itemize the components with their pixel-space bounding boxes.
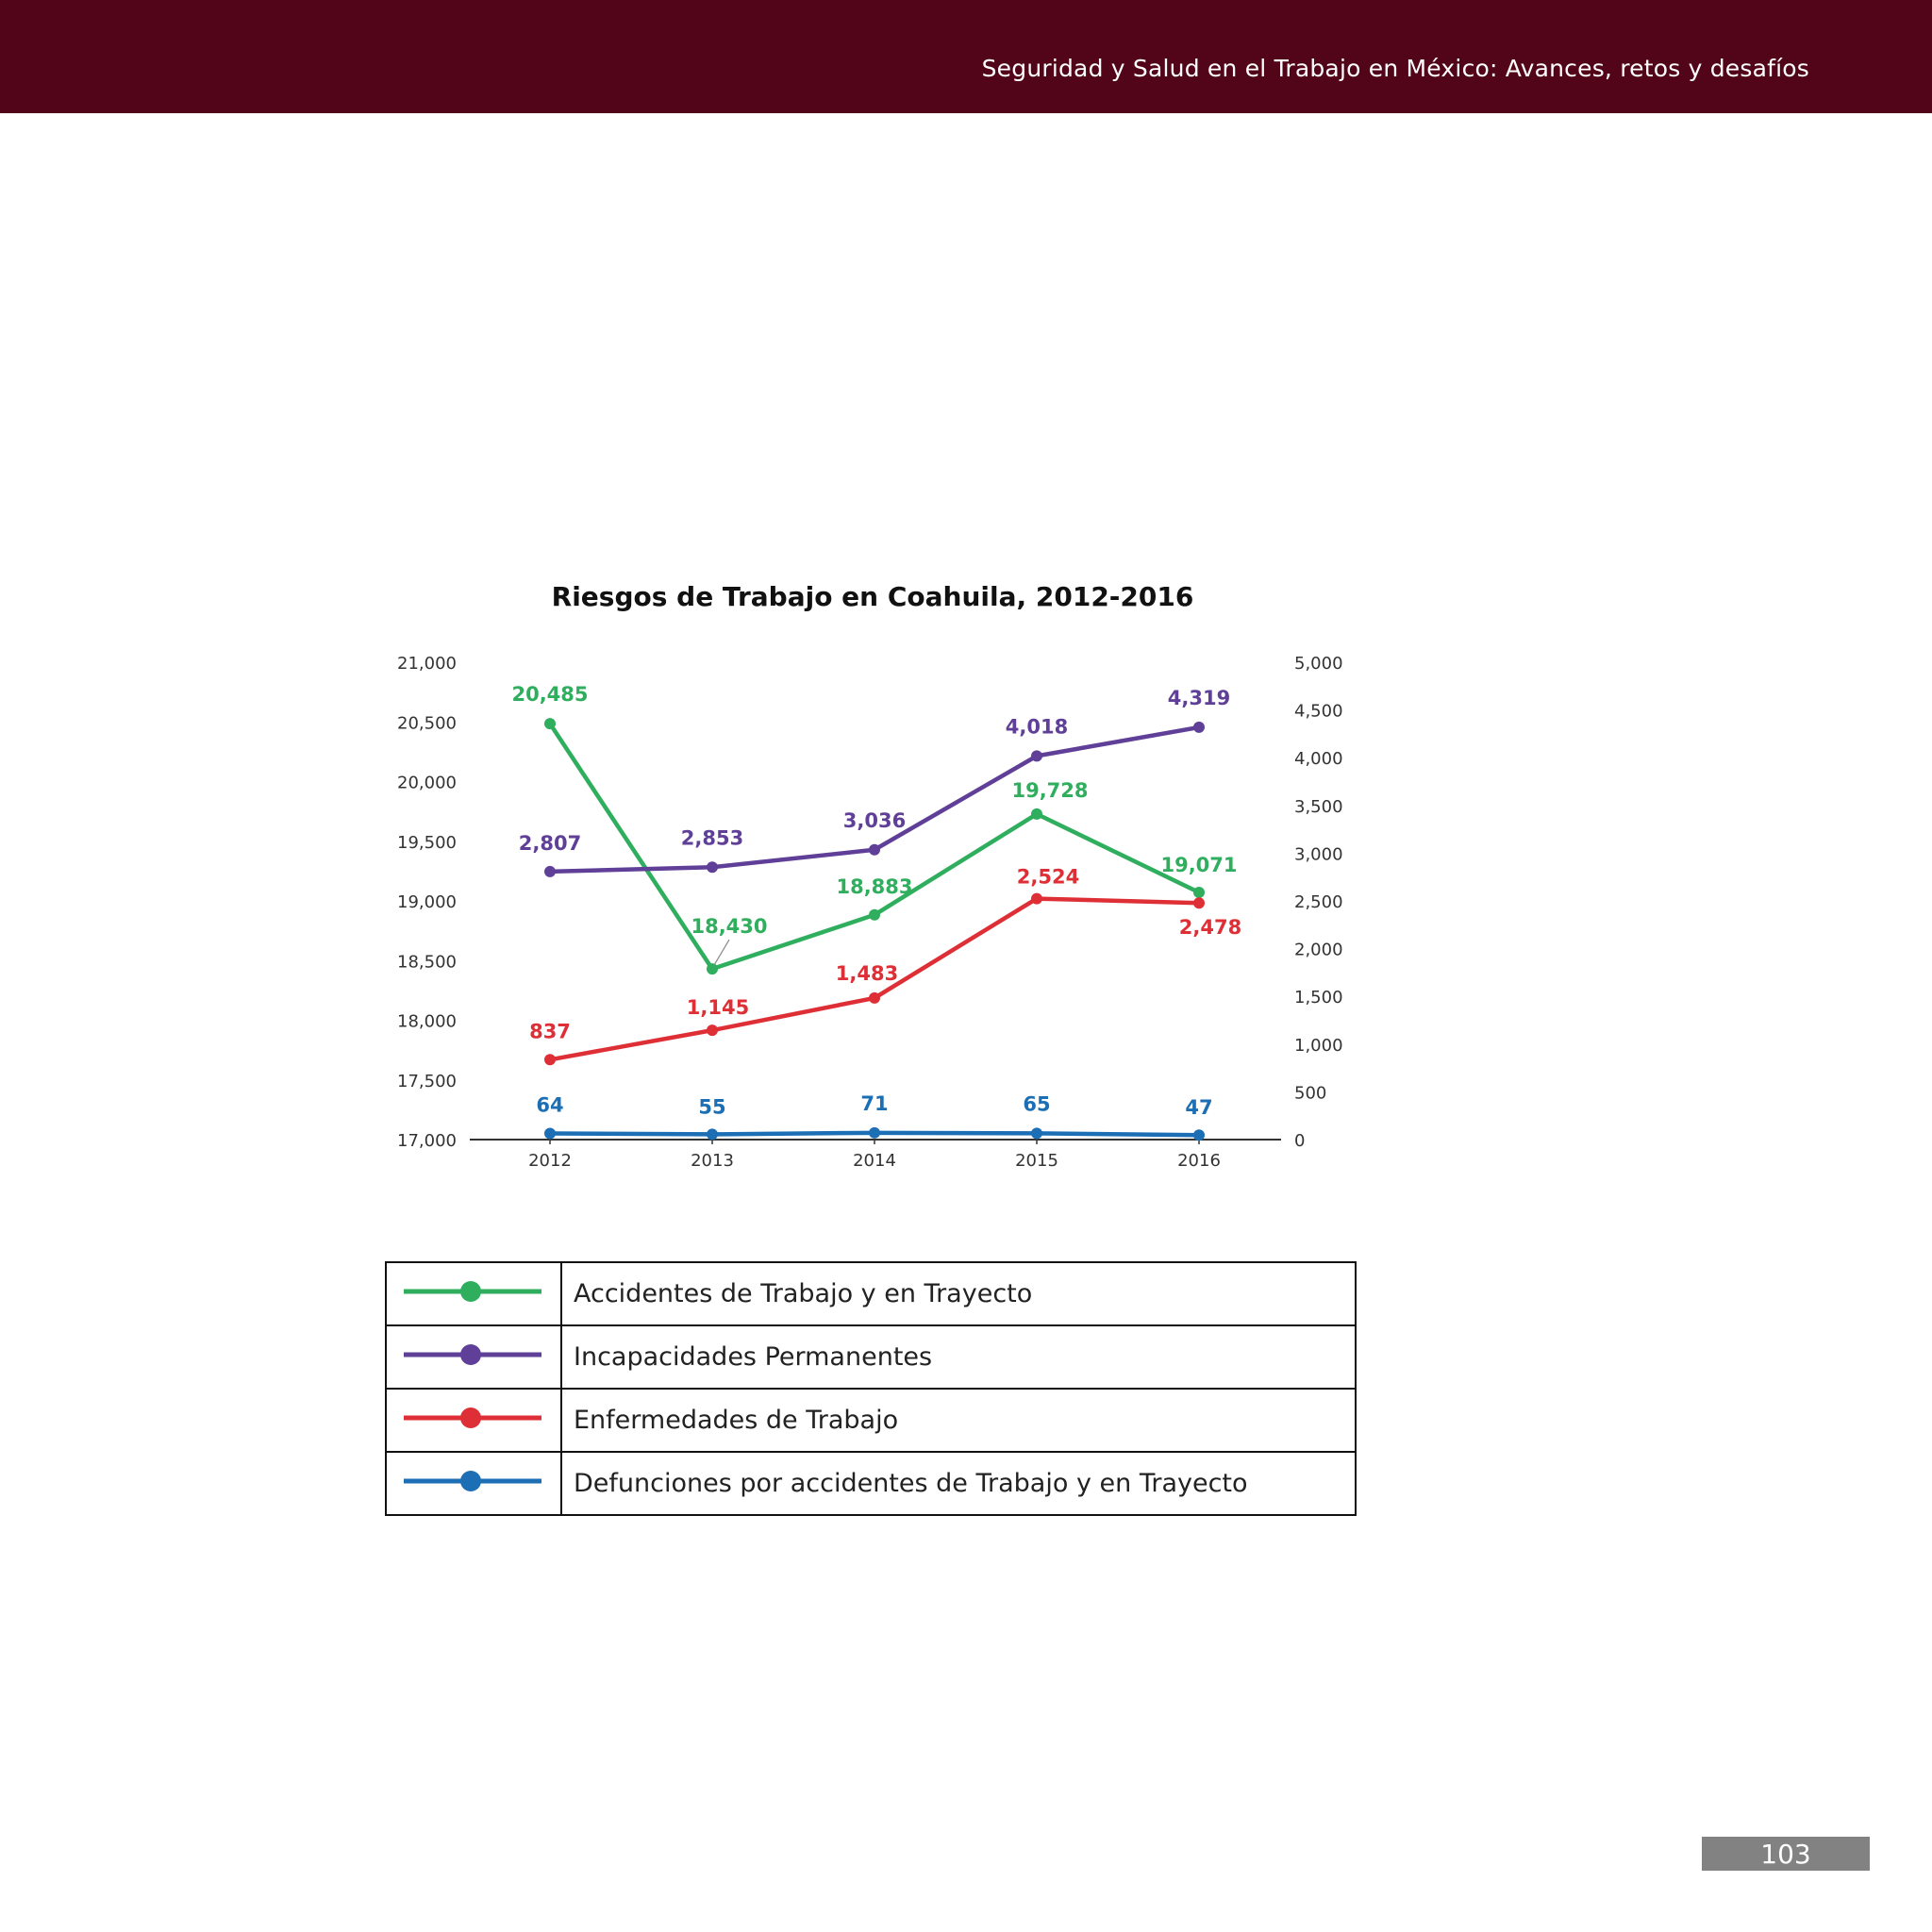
data-label-defunciones: 47 [1185,1096,1213,1120]
data-point-enfermedades [1193,897,1205,908]
right-axis-tick-label: 5,000 [1294,654,1343,674]
right-axis-tick-label: 2,500 [1294,892,1343,912]
data-point-enfermedades [544,1054,556,1065]
label-leader-line [714,940,729,965]
legend-label: Accidentes de Trabajo y en Trayecto [561,1262,1356,1325]
data-label-accidentes: 19,071 [1160,854,1238,877]
data-point-defunciones [869,1127,880,1139]
legend-swatch [386,1325,561,1389]
data-point-enfermedades [869,992,880,1004]
left-axis-tick-label: 20,000 [397,773,457,793]
data-label-accidentes: 18,430 [691,915,768,939]
left-axis-tick-label: 21,000 [397,654,457,674]
data-label-incapacidades: 2,807 [518,831,582,855]
data-label-incapacidades: 2,853 [680,826,744,850]
data-point-incapacidades [707,861,718,873]
right-axis-tick-label: 4,500 [1294,701,1343,722]
x-axis-tick-label: 2015 [1015,1151,1058,1171]
legend-label: Enfermedades de Trabajo [561,1389,1356,1452]
left-axis-tick-label: 19,000 [397,892,457,912]
legend-swatch [386,1262,561,1325]
right-axis-tick-label: 3,500 [1294,796,1343,817]
data-point-defunciones [544,1128,556,1140]
data-point-accidentes [1193,887,1205,898]
right-axis-tick-label: 1,500 [1294,988,1343,1008]
legend-label: Incapacidades Permanentes [561,1325,1356,1389]
right-axis-tick-label: 1,000 [1294,1035,1343,1056]
data-point-defunciones [707,1128,718,1140]
x-axis-tick-label: 2013 [691,1151,734,1171]
data-point-incapacidades [1031,750,1042,761]
right-axis-tick-label: 2,000 [1294,940,1343,960]
data-label-enfermedades: 2,524 [1016,865,1080,889]
chart-title: Riesgos de Trabajo en Coahuila, 2012-2016 [551,581,1194,612]
legend-row [386,1262,1356,1325]
data-label-accidentes: 20,485 [511,683,589,707]
data-label-enfermedades: 837 [529,1020,571,1043]
data-point-accidentes [707,963,718,974]
data-point-incapacidades [869,844,880,856]
data-label-incapacidades: 4,319 [1167,686,1231,709]
legend-row [386,1389,1356,1452]
data-label-incapacidades: 4,018 [1005,715,1069,739]
legend-swatch [386,1452,561,1515]
right-axis-tick-label: 0 [1294,1131,1306,1151]
right-axis-tick-label: 4,000 [1294,749,1343,770]
page-number: 103 [1702,1837,1870,1871]
x-axis-tick-label: 2016 [1177,1151,1221,1171]
data-label-enfermedades: 1,483 [835,961,899,985]
left-axis-tick-label: 18,500 [397,952,457,973]
legend-row [386,1452,1356,1515]
left-axis-tick-label: 18,000 [397,1011,457,1032]
right-axis-tick-label: 3,000 [1294,844,1343,865]
x-axis-tick-label: 2012 [528,1151,572,1171]
x-axis-tick-label: 2014 [853,1151,896,1171]
data-point-defunciones [1031,1127,1042,1139]
data-label-enfermedades: 2,478 [1178,916,1242,940]
data-point-accidentes [544,718,556,729]
legend-table [385,1261,1357,1516]
data-label-defunciones: 71 [860,1091,889,1115]
data-point-enfermedades [707,1024,718,1036]
left-axis-tick-label: 17,000 [397,1131,457,1151]
data-point-defunciones [1193,1129,1205,1141]
left-axis-tick-label: 17,500 [397,1071,457,1091]
data-label-accidentes: 18,883 [836,874,913,898]
data-label-defunciones: 55 [698,1095,726,1119]
legend-row [386,1325,1356,1389]
data-point-incapacidades [544,866,556,877]
left-axis-tick-label: 20,500 [397,713,457,734]
data-point-accidentes [869,909,880,921]
legend-swatch [386,1389,561,1452]
data-label-enfermedades: 1,145 [686,996,750,1020]
data-label-defunciones: 64 [536,1093,564,1117]
left-axis-tick-label: 19,500 [397,832,457,853]
data-point-accidentes [1031,808,1042,820]
data-point-incapacidades [1193,722,1205,733]
right-axis-tick-label: 500 [1294,1083,1327,1104]
legend-label: Defunciones por accidentes de Trabajo y en Trayecto [561,1452,1356,1515]
data-label-incapacidades: 3,036 [842,808,907,832]
data-label-defunciones: 65 [1023,1092,1051,1116]
data-label-accidentes: 19,728 [1011,778,1089,802]
data-point-enfermedades [1031,893,1042,905]
header-title: Seguridad y Salud en el Trabajo en México: Avances, retos y desafíos [981,55,1809,82]
